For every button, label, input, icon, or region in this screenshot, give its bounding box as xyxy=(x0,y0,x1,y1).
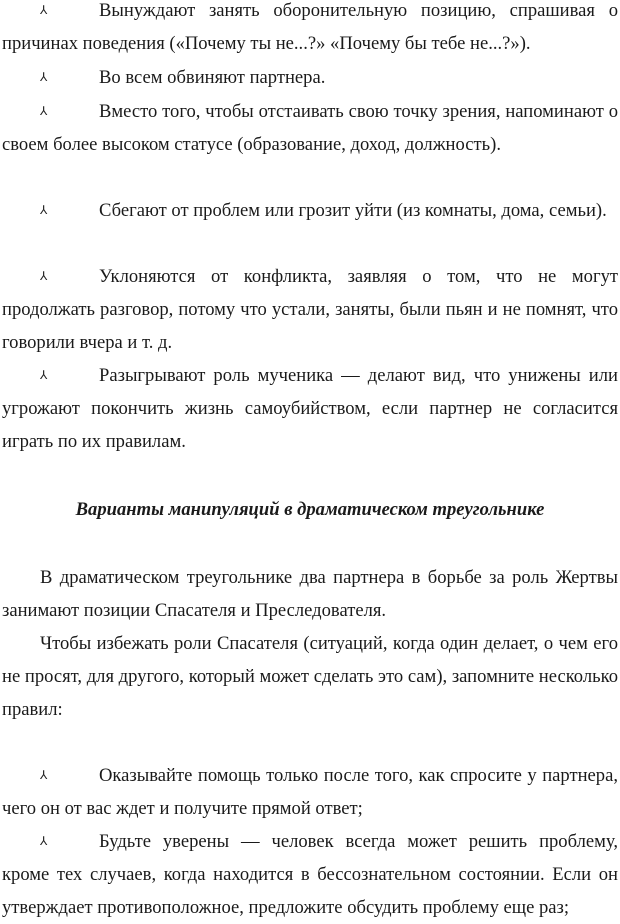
bullet-marker-icon: ⅄ xyxy=(40,368,48,382)
bullet-item xyxy=(2,825,618,924)
bullet-text: Вместо того, чтобы отстаивать свою точку зрения, напоминают о своем более высоком статусе (образование, доход, должность). xyxy=(2,101,618,155)
bullet-marker-icon: ⅄ xyxy=(40,203,48,217)
bullet-item xyxy=(2,0,618,60)
bullet-text: Оказывайте помощь только после того, как спросите у партнера, чего он от вас ждет и получите прямой ответ; xyxy=(2,765,618,819)
bullet-marker-icon: ⅄ xyxy=(40,269,48,283)
bullet-text: Вынуждают занять оборонительную позицию, спрашивая о причинах поведения («Почему ты не...?» «Почему бы тебе не...?»). xyxy=(2,0,618,54)
bullet-item xyxy=(2,194,618,227)
paragraph: В драматическом треугольнике два партнера в борьбе за роль Жертвы занимают позиции Спасателя и Преследователя. xyxy=(2,567,618,621)
bullet-marker-icon: ⅄ xyxy=(40,104,48,118)
bullet-item xyxy=(2,61,618,94)
bullet-marker-icon: ⅄ xyxy=(40,70,48,84)
bullet-item xyxy=(2,260,618,359)
section-heading: Варианты манипуляций в драматическом треугольнике xyxy=(75,499,545,520)
bullet-text: Сбегают от проблем или грозит уйти (из комнаты, дома, семьи). xyxy=(99,200,607,221)
bullet-marker-icon: ⅄ xyxy=(40,3,48,17)
bullet-text: Разыгрывают роль мученика — делают вид, что унижены или угрожают покончить жизнь самоубийством, если партнер не согласится играть по их правилам. xyxy=(2,365,618,452)
bullet-item xyxy=(2,95,618,161)
bullet-marker-icon: ⅄ xyxy=(40,834,48,848)
paragraph: Чтобы избежать роли Спасателя (ситуаций, когда один делает, о чем его не просят, для другого, который может сделать это сам), запомните несколько правил: xyxy=(2,633,618,720)
bullet-text: Во всем обвиняют партнера. xyxy=(99,67,326,88)
bullet-item xyxy=(2,359,618,458)
bullet-text: Уклоняются от конфликта, заявляя о том, что не могут продолжать разговор, потому что устали, заняты, были пьян и не помнят, что говорили вчера и т. д. xyxy=(2,266,618,353)
bullet-text: Будьте уверены — человек всегда может решить проблему, кроме тех случаев, когда находится в бессознательном состоянии. Если он утверждает противоположное, предложите обсудить проблему еще раз; xyxy=(2,831,618,918)
bullet-item xyxy=(2,759,618,825)
bullet-marker-icon: ⅄ xyxy=(40,768,48,782)
